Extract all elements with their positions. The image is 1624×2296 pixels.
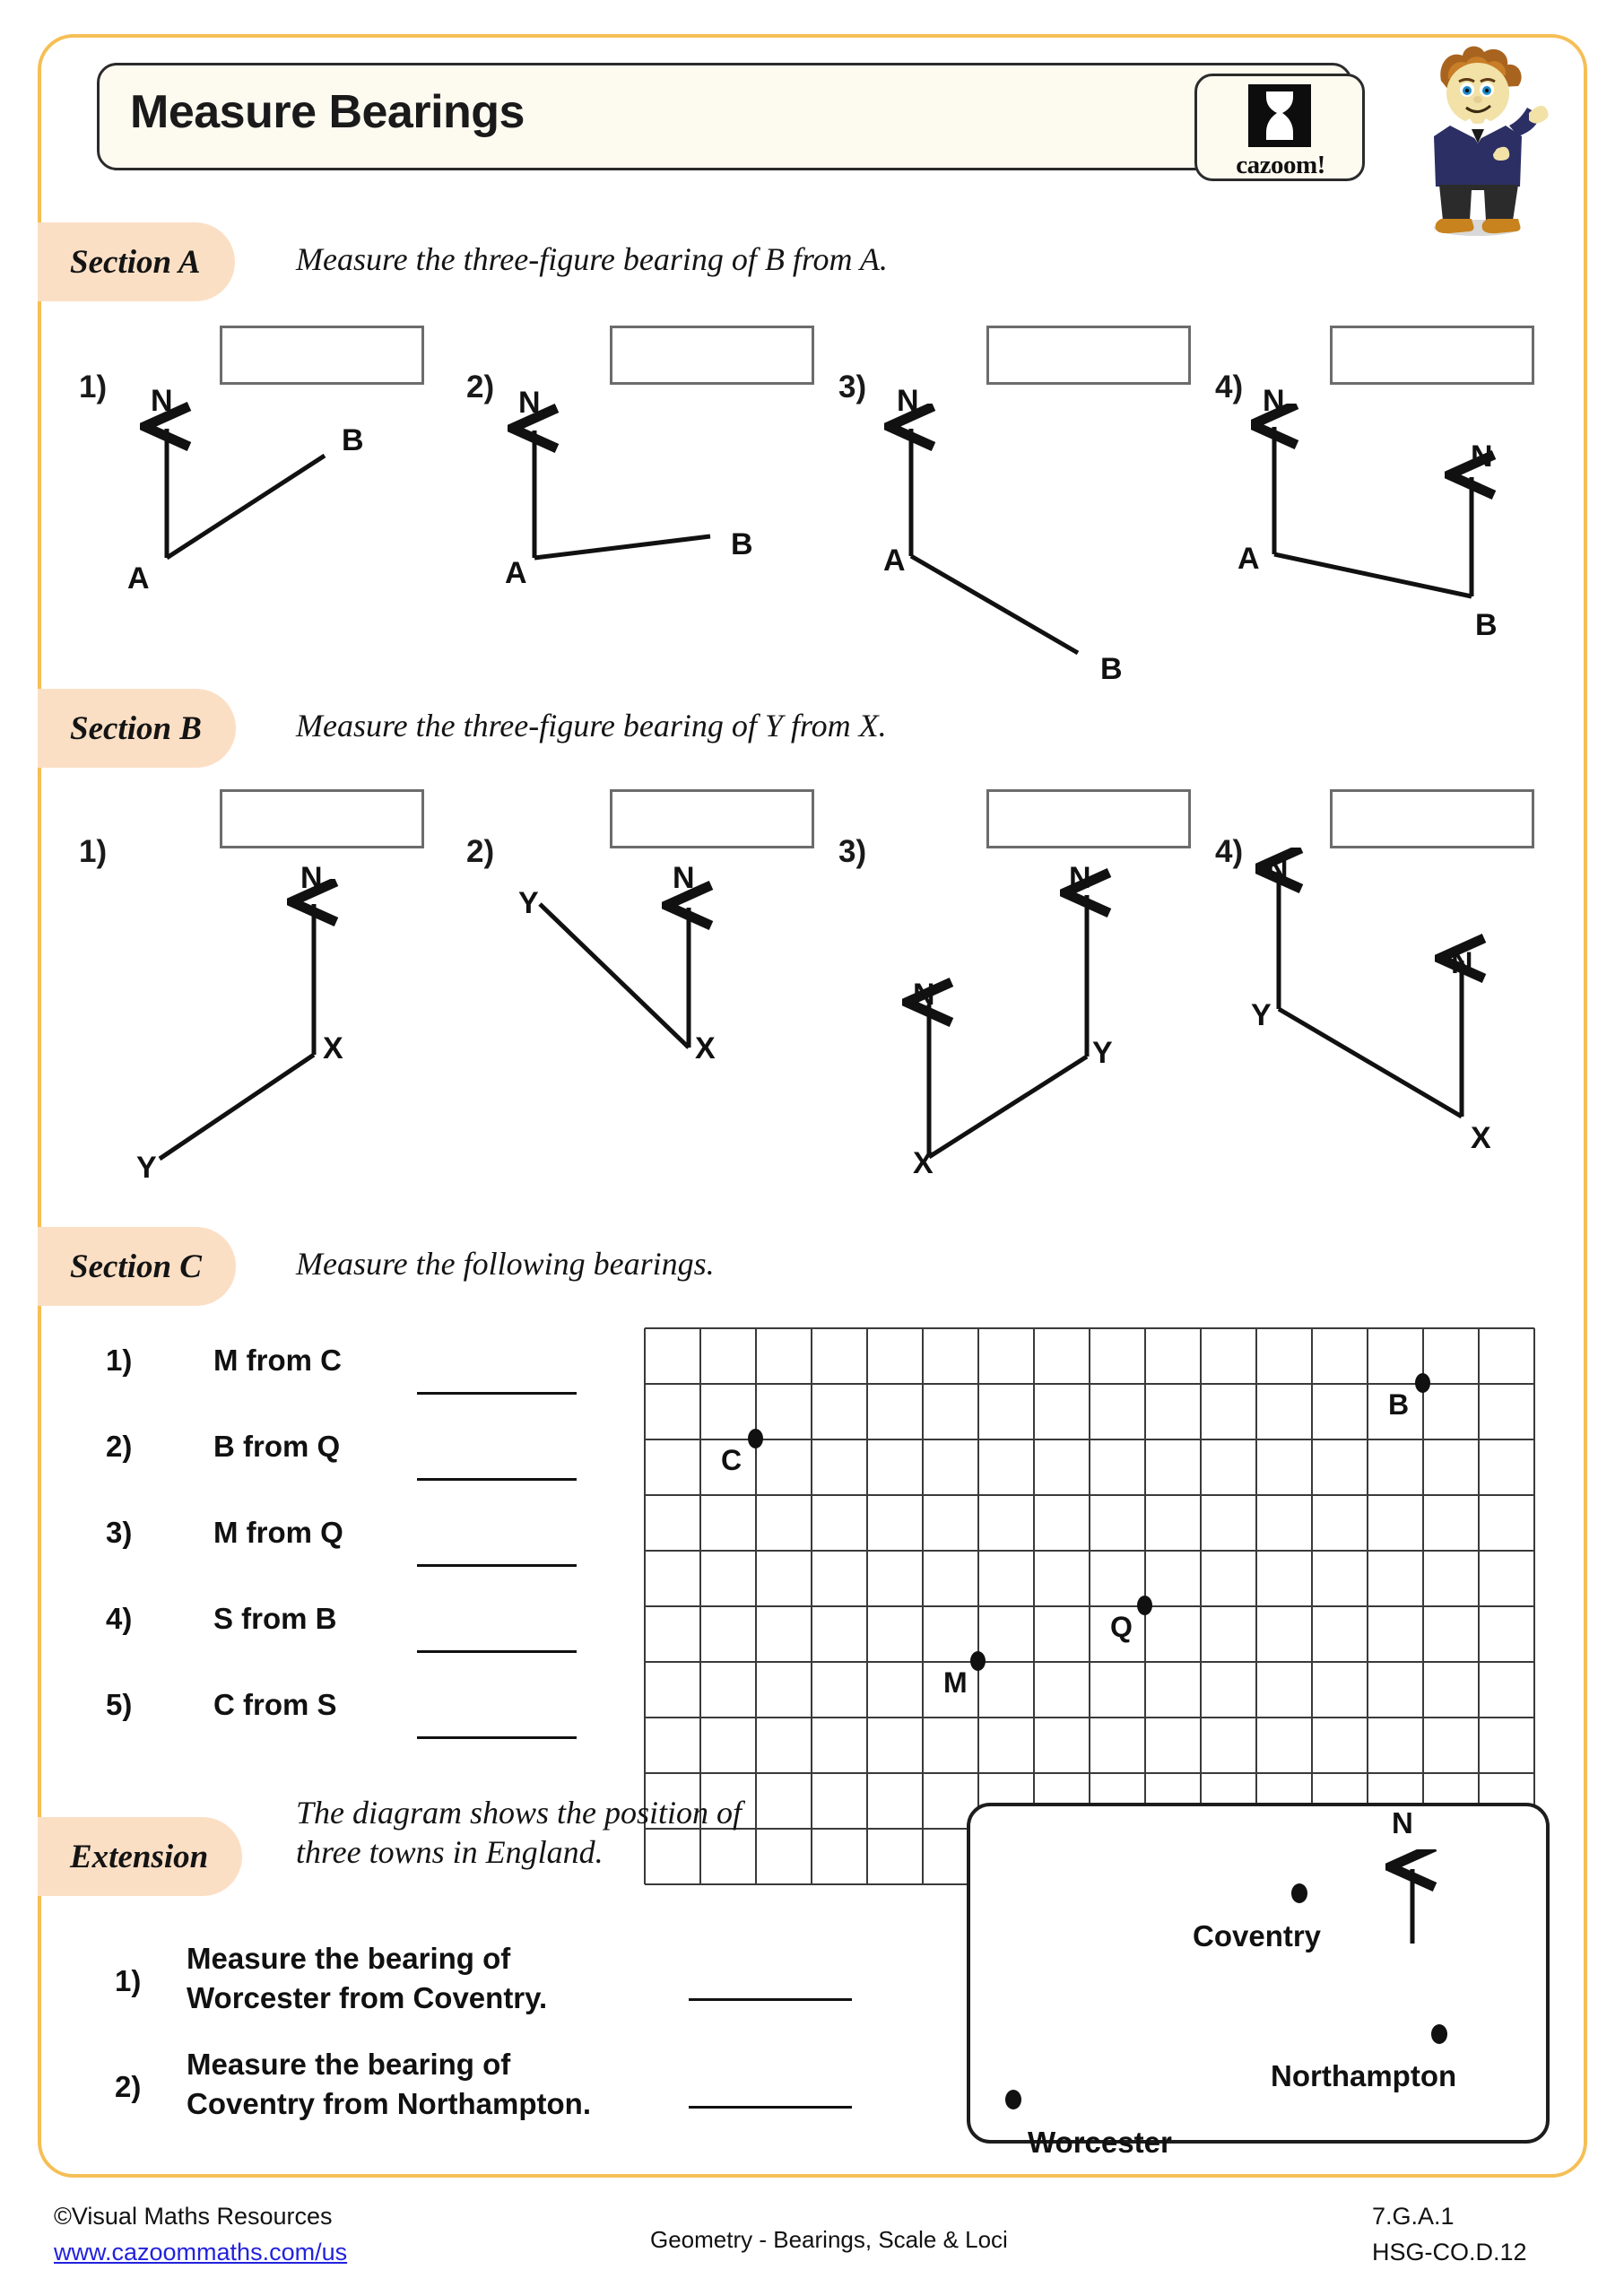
- section-b-answer-3[interactable]: [986, 789, 1191, 848]
- label-y-b1: Y: [136, 1151, 157, 1185]
- footer-copyright: ©Visual Maths Resources: [54, 2203, 333, 2230]
- label-n-towns: N: [1392, 1806, 1413, 1839]
- bearing-diagram-b2: [520, 879, 825, 1121]
- section-b-qnum-4: 4): [1215, 834, 1244, 869]
- town-label-worcester: Worcester: [1028, 2126, 1172, 2159]
- label-n-b4-x: N: [1451, 946, 1473, 980]
- section-b-label: Section B: [70, 709, 202, 747]
- extension-qtext-1: [187, 1939, 547, 2018]
- bearing-diagram-a3: [879, 404, 1184, 673]
- section-c-answer-5[interactable]: [417, 1736, 577, 1739]
- hourglass-glyph: [1264, 90, 1295, 142]
- section-b-qnum-2: 2): [466, 834, 495, 869]
- grid-dot-b: [1415, 1373, 1430, 1393]
- grid-label-q: Q: [1110, 1611, 1133, 1643]
- section-c-instruction: Measure the following bearings.: [296, 1246, 715, 1282]
- label-b-a3: B: [1100, 652, 1123, 686]
- label-y-b2: Y: [518, 886, 539, 920]
- label-b-a2: B: [731, 527, 753, 561]
- section-c-answer-3[interactable]: [417, 1564, 577, 1567]
- brand-name: cazoom!: [1236, 151, 1325, 179]
- label-b-a4: B: [1475, 608, 1498, 642]
- label-n-a2: N: [518, 386, 541, 420]
- label-n-b3-y: N: [1069, 861, 1091, 895]
- label-y-b3: Y: [1092, 1036, 1113, 1070]
- bearing-diagram-b1: [135, 879, 439, 1175]
- student-mascot-icon: [1385, 43, 1565, 240]
- label-x-b4: X: [1471, 1121, 1491, 1155]
- section-c-answer-4[interactable]: [417, 1650, 577, 1653]
- extension-pill: [38, 1817, 242, 1896]
- grid-label-c: C: [721, 1444, 743, 1476]
- section-c-qtext-3: M from Q: [213, 1516, 343, 1549]
- label-n-a3: N: [897, 384, 919, 418]
- section-a-label: Section A: [70, 243, 201, 281]
- grid-dot-q: [1137, 1596, 1152, 1615]
- town-label-northampton: Northampton: [1271, 2059, 1457, 2092]
- extension-qnum-1: 1): [115, 1964, 142, 1997]
- section-a-instruction: Measure the three-figure bearing of B from A.: [296, 241, 888, 277]
- bearing-diagram-b3: [897, 861, 1193, 1175]
- label-x-b2: X: [695, 1031, 716, 1065]
- extension-qtext-1-line1: Measure the bearing of: [187, 1942, 511, 1975]
- section-c-pill: [38, 1227, 236, 1306]
- label-n-b4-y: N: [1266, 852, 1289, 886]
- label-n-b2: N: [673, 861, 695, 895]
- section-c-qnum-2: 2): [106, 1430, 133, 1463]
- section-b-instruction: Measure the three-figure bearing of Y from X.: [296, 708, 887, 744]
- label-x-b1: X: [323, 1031, 343, 1065]
- extension-qtext-2-line1: Measure the bearing of: [187, 2048, 511, 2081]
- footer-website-link[interactable]: www.cazoommaths.com/us: [54, 2239, 348, 2266]
- section-c-qnum-5: 5): [106, 1688, 133, 1721]
- section-a-qnum-2: 2): [466, 370, 495, 404]
- extension-instruction-line2: three towns in England.: [296, 1833, 604, 1870]
- section-c-qnum-1: 1): [106, 1344, 133, 1377]
- bearing-diagram-a1: [126, 395, 421, 592]
- extension-answer-1[interactable]: [689, 1998, 852, 2001]
- section-c-qnum-4: 4): [106, 1602, 133, 1635]
- label-n-b1: N: [300, 861, 323, 895]
- section-a-answer-3[interactable]: [986, 326, 1191, 385]
- section-a-answer-2[interactable]: [610, 326, 814, 385]
- footer-topic: Geometry - Bearings, Scale & Loci: [650, 2226, 1008, 2253]
- section-a-qnum-1: 1): [79, 370, 108, 404]
- section-c-label: Section C: [70, 1248, 202, 1285]
- section-b-answer-2[interactable]: [610, 789, 814, 848]
- grid-label-b: B: [1388, 1388, 1410, 1421]
- section-c-qtext-1: M from C: [213, 1344, 342, 1377]
- town-dot-worcester: [1005, 2090, 1021, 2109]
- page-title: Measure Bearings: [130, 86, 525, 138]
- extension-qtext-2-line2: Coventry from Northampton.: [187, 2086, 592, 2120]
- section-b-answer-4[interactable]: [1330, 789, 1534, 848]
- label-n2-a4: A: [1238, 542, 1260, 576]
- section-b-qnum-1: 1): [79, 834, 108, 869]
- label-n-secondary-a4: N: [1471, 439, 1493, 474]
- extension-qnum-2: 2): [115, 2070, 142, 2103]
- section-a-pill: [38, 222, 235, 301]
- extension-answer-2[interactable]: [689, 2106, 852, 2109]
- town-label-coventry: Coventry: [1193, 1919, 1322, 1952]
- grid-dot-c: [748, 1429, 763, 1448]
- extension-instruction: [296, 1794, 852, 1873]
- grid-label-m: M: [943, 1666, 968, 1699]
- town-dot-coventry: [1291, 1883, 1307, 1903]
- section-c-qtext-2: B from Q: [213, 1430, 341, 1463]
- bearing-diagram-a4: [1251, 404, 1538, 619]
- section-c-answer-2[interactable]: [417, 1478, 577, 1481]
- extension-qtext-1-line2: Worcester from Coventry.: [187, 1980, 548, 2014]
- grid-dot-m: [970, 1651, 986, 1671]
- section-a-answer-1[interactable]: [220, 326, 424, 385]
- bearing-diagram-b4: [1255, 848, 1542, 1152]
- section-a-answer-4[interactable]: [1330, 326, 1534, 385]
- towns-diagram-box: [967, 1803, 1550, 2144]
- section-b-pill: [38, 689, 236, 768]
- town-dot-northampton: [1431, 2024, 1447, 2044]
- north-arrow-icon: [1381, 1849, 1444, 1948]
- label-n-a1: N: [151, 384, 173, 418]
- section-c-answer-1[interactable]: [417, 1392, 577, 1395]
- hourglass-icon: [1248, 84, 1311, 147]
- extension-instruction-line1: The diagram shows the position of: [296, 1795, 743, 1831]
- section-c-qnum-3: 3): [106, 1516, 133, 1549]
- label-a-a3: A: [883, 544, 906, 578]
- footer-code-2: HSG-CO.D.12: [1372, 2239, 1527, 2266]
- section-c-qtext-5: C from S: [213, 1688, 337, 1721]
- label-a-a2: A: [505, 556, 527, 590]
- extension-label: Extension: [70, 1838, 209, 1875]
- footer-code-1: 7.G.A.1: [1372, 2203, 1455, 2230]
- extension-qtext-2: [187, 2045, 591, 2124]
- section-a-qnum-4: 4): [1215, 370, 1244, 404]
- section-a-qnum-3: 3): [838, 370, 867, 404]
- section-b-qnum-3: 3): [838, 834, 867, 869]
- section-b-answer-1[interactable]: [220, 789, 424, 848]
- label-b-a1: B: [342, 423, 364, 457]
- label-y-b4: Y: [1251, 998, 1272, 1032]
- label-n-a4: N: [1263, 384, 1285, 418]
- label-n-b3-x: N: [913, 978, 935, 1012]
- section-c-qtext-4: S from B: [213, 1602, 337, 1635]
- label-a-a1: A: [127, 561, 150, 596]
- label-x-b3: X: [913, 1146, 934, 1180]
